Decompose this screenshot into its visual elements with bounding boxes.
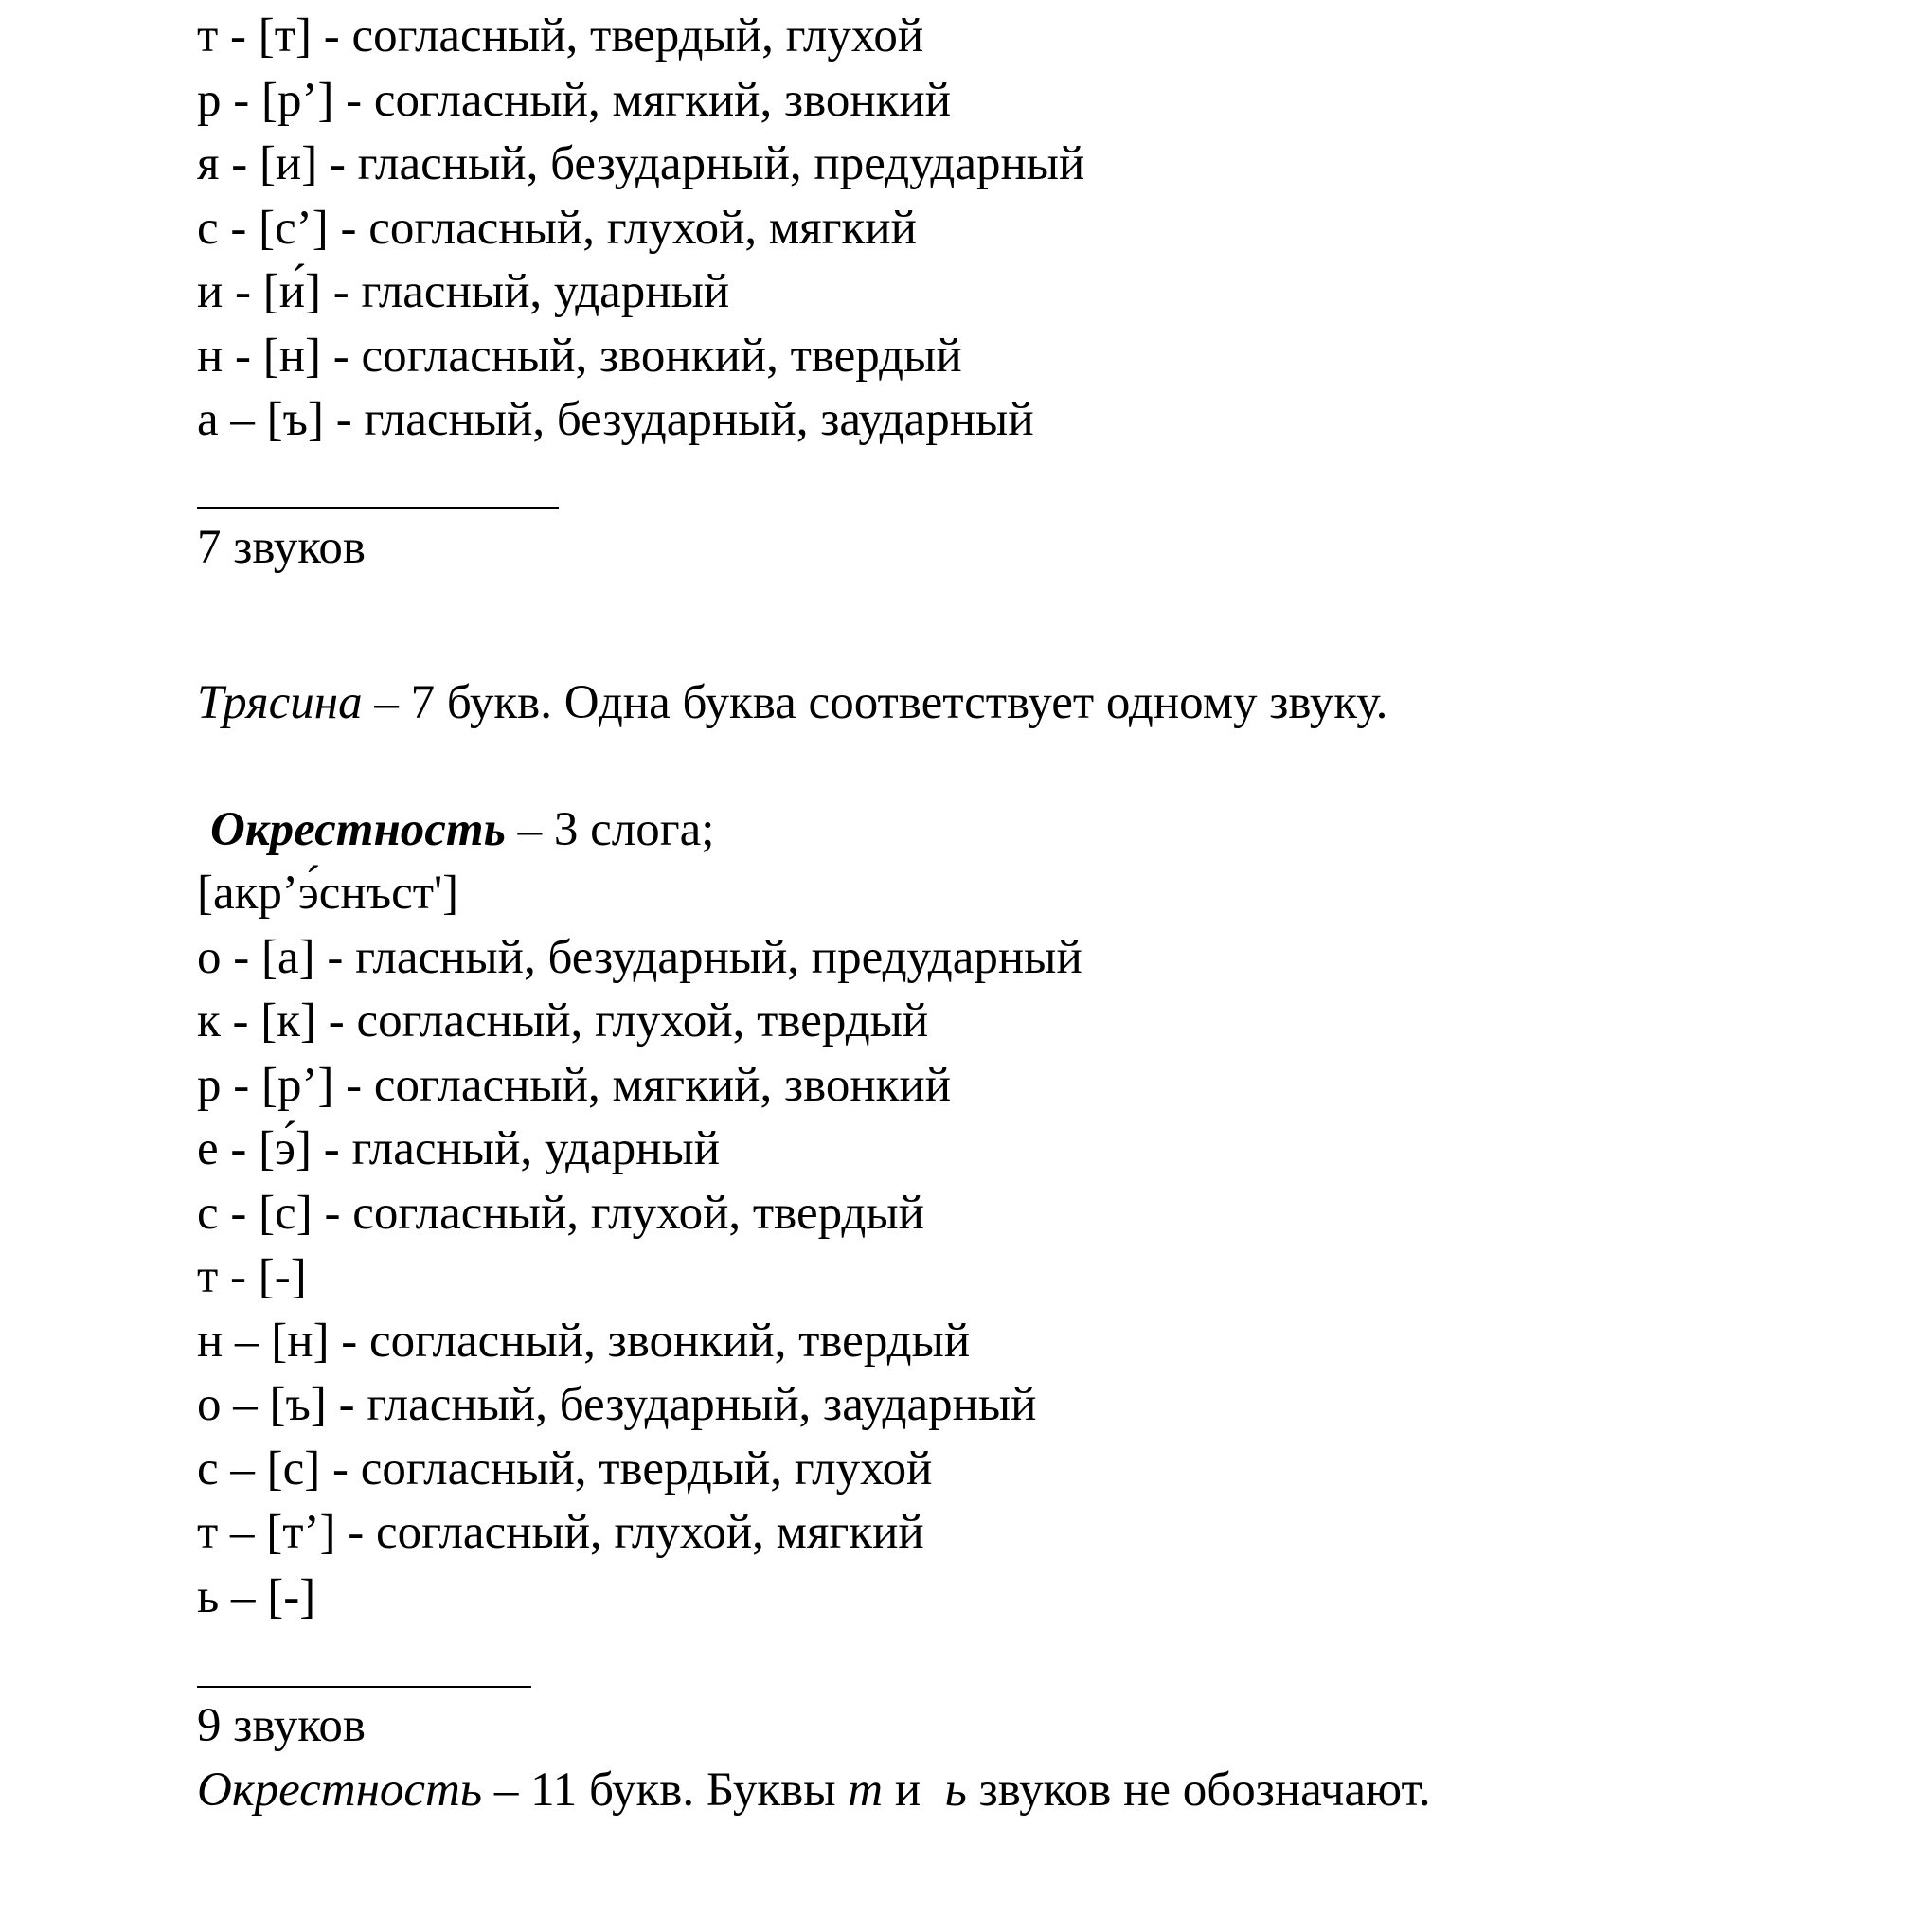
phonetic-line: и - [и́] - гласный, ударный <box>197 265 730 318</box>
word-heading <box>210 801 714 858</box>
phonetic-line: р - [р’] - согласный, мягкий, звонкий <box>197 74 952 127</box>
divider-line <box>197 1686 531 1688</box>
phonetic-line: р - [р’] - согласный, мягкий, звонкий <box>197 1059 952 1112</box>
phonetic-line: с – [с] - согласный, твердый, глухой <box>197 1442 933 1495</box>
summary-text: и <box>883 1764 945 1817</box>
summary-text: – 11 букв. Буквы <box>482 1764 849 1817</box>
letter-t: т <box>848 1764 884 1817</box>
phonetic-line: ь – [-] <box>197 1570 316 1623</box>
word-okrestnost: Окрестность <box>197 1764 483 1817</box>
summary-text: звуков не обозначают. <box>966 1764 1431 1817</box>
summary-text: – 7 букв. Одна буква соответствует одному звуку. <box>362 676 1388 729</box>
phonetic-line: т - [т] - согласный, твердый, глухой <box>197 9 924 63</box>
phonetic-line: о - [а] - гласный, безударный, предударный <box>197 931 1082 984</box>
letter-soft-sign: ь <box>944 1764 967 1817</box>
phonetic-line: е - [э́] - гласный, ударный <box>197 1122 721 1175</box>
phonetic-line: о – [ъ] - гласный, безударный, заударный <box>197 1378 1037 1431</box>
sound-count: 9 звуков <box>197 1699 367 1752</box>
sound-count: 7 звуков <box>197 521 367 574</box>
phonetic-line: с - [с] - согласный, глухой, твердый <box>197 1187 924 1240</box>
phonetic-line: к - [к] - согласный, глухой, твердый <box>197 994 929 1048</box>
phonetic-line: т – [т’] - согласный, глухой, мягкий <box>197 1506 924 1559</box>
word-okrestnost: Окрестность <box>210 803 506 856</box>
phonetic-line: н – [н] - согласный, звонкий, твердый <box>197 1315 971 1368</box>
syllable-count: – 3 слога; <box>505 803 715 856</box>
phonetic-line: а – [ъ] - гласный, безударный, заударный <box>197 393 1034 446</box>
phonetic-line: т - [-] <box>197 1250 307 1303</box>
letter-summary <box>197 1762 1431 1818</box>
letter-summary <box>197 674 1387 731</box>
divider-line <box>197 507 559 509</box>
phonetic-line: с - [с’] - согласный, глухой, мягкий <box>197 202 917 255</box>
word-trjasina: Трясина <box>197 676 363 729</box>
phonetic-line: я - [и] - гласный, безударный, предударный <box>197 137 1085 190</box>
transcription: [акр’э́снъст'] <box>197 867 459 920</box>
phonetic-line: н - [н] - согласный, звонкий, твердый <box>197 330 962 383</box>
